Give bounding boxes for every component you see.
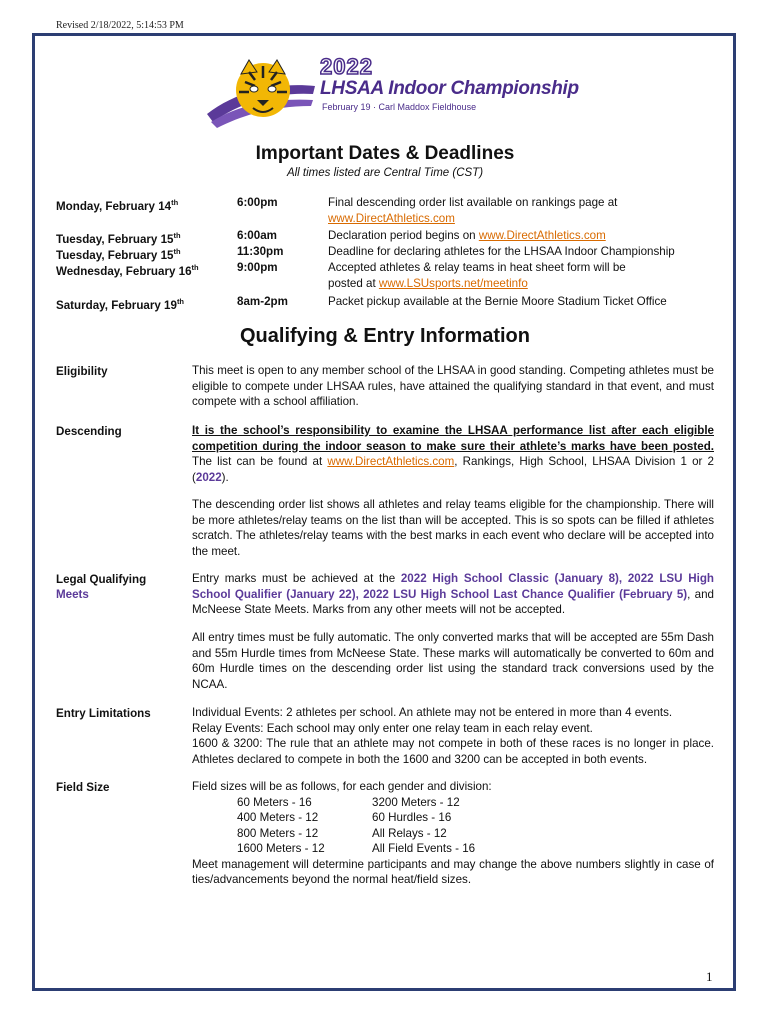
directathletics-link[interactable]: www.DirectAthletics.com — [327, 455, 455, 468]
legal-meets-label: Legal Qualifying Meets — [56, 573, 147, 601]
field-size-item: 60 Meters - 16 — [237, 795, 312, 809]
date-row-time: 6:00pm — [237, 196, 278, 209]
field-size-text: Field sizes will be as follows, for each gender and division: 60 Meters - 16 3200 Meters - 12 400 Meters - 12 60 Hurdles - 16 800 Meters - 12 All Relays - 12 1600 Meters - 12 All Field Events - 16 Meet management will determine participants and may change the above numbers slightly in case of ties/advancements beyond the normal heat/field sizes. — [192, 780, 714, 886]
tiger-emblem-icon — [205, 52, 317, 132]
date-row-desc: Packet pickup available at the Bernie Moore Stadium Ticket Office — [328, 295, 667, 308]
logo-title: LHSAA Indoor Championship — [320, 78, 579, 99]
field-size-item: 3200 Meters - 12 — [372, 795, 460, 809]
field-size-item: All Relays - 12 — [372, 826, 447, 840]
field-size-item: 400 Meters - 12 — [237, 811, 319, 824]
field-size-item: 1600 Meters - 12 — [237, 842, 325, 855]
revised-timestamp: Revised 2/18/2022, 5:14:53 PM — [56, 20, 184, 31]
date-row-time: 9:00pm — [237, 261, 278, 274]
dates-heading: Important Dates & Deadlines — [255, 143, 515, 164]
field-size-table — [237, 795, 714, 857]
field-size-item: 800 Meters - 12 — [237, 826, 319, 840]
date-row-time: 6:00am — [237, 229, 277, 242]
descending-text: It is the school’s responsibility to examine the LHSAA performance list after each eligible competition during the indoor season to make sure their athlete’s marks have been posted. The list can be found at www.DirectAthletics.com, Rankings, High School, LHSAA Division 1 or 2 (2022). — [192, 424, 714, 484]
timezone-note: All times listed are Central Time (CST) — [286, 167, 484, 179]
legal-meets-text-2: All entry times must be fully automatic. The only converted marks that will be accepted are 55m Dash and 55m Hurdle times from McNeese State. These marks will automatically be converted to 60m and 60m Hurdle times on the descending order list using the standard track conversions used by the NCAA. — [192, 631, 714, 691]
championship-logo — [205, 52, 585, 132]
directathletics-link[interactable]: www.DirectAthletics.com — [328, 212, 455, 225]
field-size-item: 60 Hurdles - 16 — [372, 811, 452, 824]
lsusports-link[interactable]: www.LSUsports.net/meetinfo — [378, 277, 528, 290]
date-row-time: 8am-2pm — [237, 295, 288, 308]
date-row-time: 11:30pm — [237, 245, 284, 258]
page-number: 1 — [706, 969, 713, 984]
descending-label: Descending — [56, 425, 122, 438]
eligibility-text: This meet is open to any member school of the LHSAA in good standing. Competing athletes must be eligible to compete under LHSAA rules, have attained the qualifying standard in that event, and must compete with a school affiliation. — [192, 364, 714, 408]
date-row-desc: Declaration period begins on www.DirectAthletics.com — [328, 229, 606, 242]
date-row-desc: Accepted athletes & relay teams in heat sheet form will be posted at www.LSUsports.net/meetinfo — [328, 261, 626, 290]
qualifying-heading: Qualifying & Entry Information — [239, 325, 530, 347]
date-row-day: Tuesday, February 15th — [56, 231, 181, 246]
legal-meets-text: Entry marks must be achieved at the 2022 High School Classic (January 8), 2022 LSU High School Qualifier (January 22), 2022 LSU High School Last Chance Qualifier (February 5), and McNeese State Meets. Marks from any other meets will not be accepted. — [192, 572, 714, 616]
eligibility-label: Eligibility — [56, 365, 108, 378]
directathletics-link[interactable]: www.DirectAthletics.com — [478, 229, 606, 242]
date-row-day: Monday, February 14th — [56, 198, 179, 213]
date-row-desc: Deadline for declaring athletes for the LHSAA Indoor Championship — [328, 245, 675, 258]
date-row-day: Saturday, February 19th — [56, 297, 185, 312]
date-row-day: Wednesday, February 16th — [56, 263, 199, 278]
field-size-label: Field Size — [56, 781, 110, 794]
logo-year: 2022 — [320, 54, 373, 79]
entry-limitations-text: Individual Events: 2 athletes per school. An athlete may not be entered in more than 4 events. Relay Events: Each school may only enter one relay team in each relay event. 1600 & 3200: The rule that an athlete may not compete in both of these races is no longer in place. Athletes declared to compete in both the 1600 and 3200 can be accepted in both events. — [192, 706, 714, 766]
entry-limitations-label: Entry Limitations — [56, 707, 151, 720]
date-row-desc: Final descending order list available on rankings page at www.DirectAthletics.com — [328, 196, 618, 225]
descending-text-2: The descending order list shows all athletes and relay teams eligible for the championship. There will be more athletes/relay teams on the list than will be accepted. This is so spots can be filled if athletes scratch. The athletes/relay teams with the best marks in each event who declare will be accepted into the meet. — [192, 498, 714, 558]
field-size-item: All Field Events - 16 — [372, 842, 476, 855]
logo-subtitle: February 19 · Carl Maddox Fieldhouse — [322, 102, 477, 112]
date-row-day: Tuesday, February 15th — [56, 247, 181, 262]
